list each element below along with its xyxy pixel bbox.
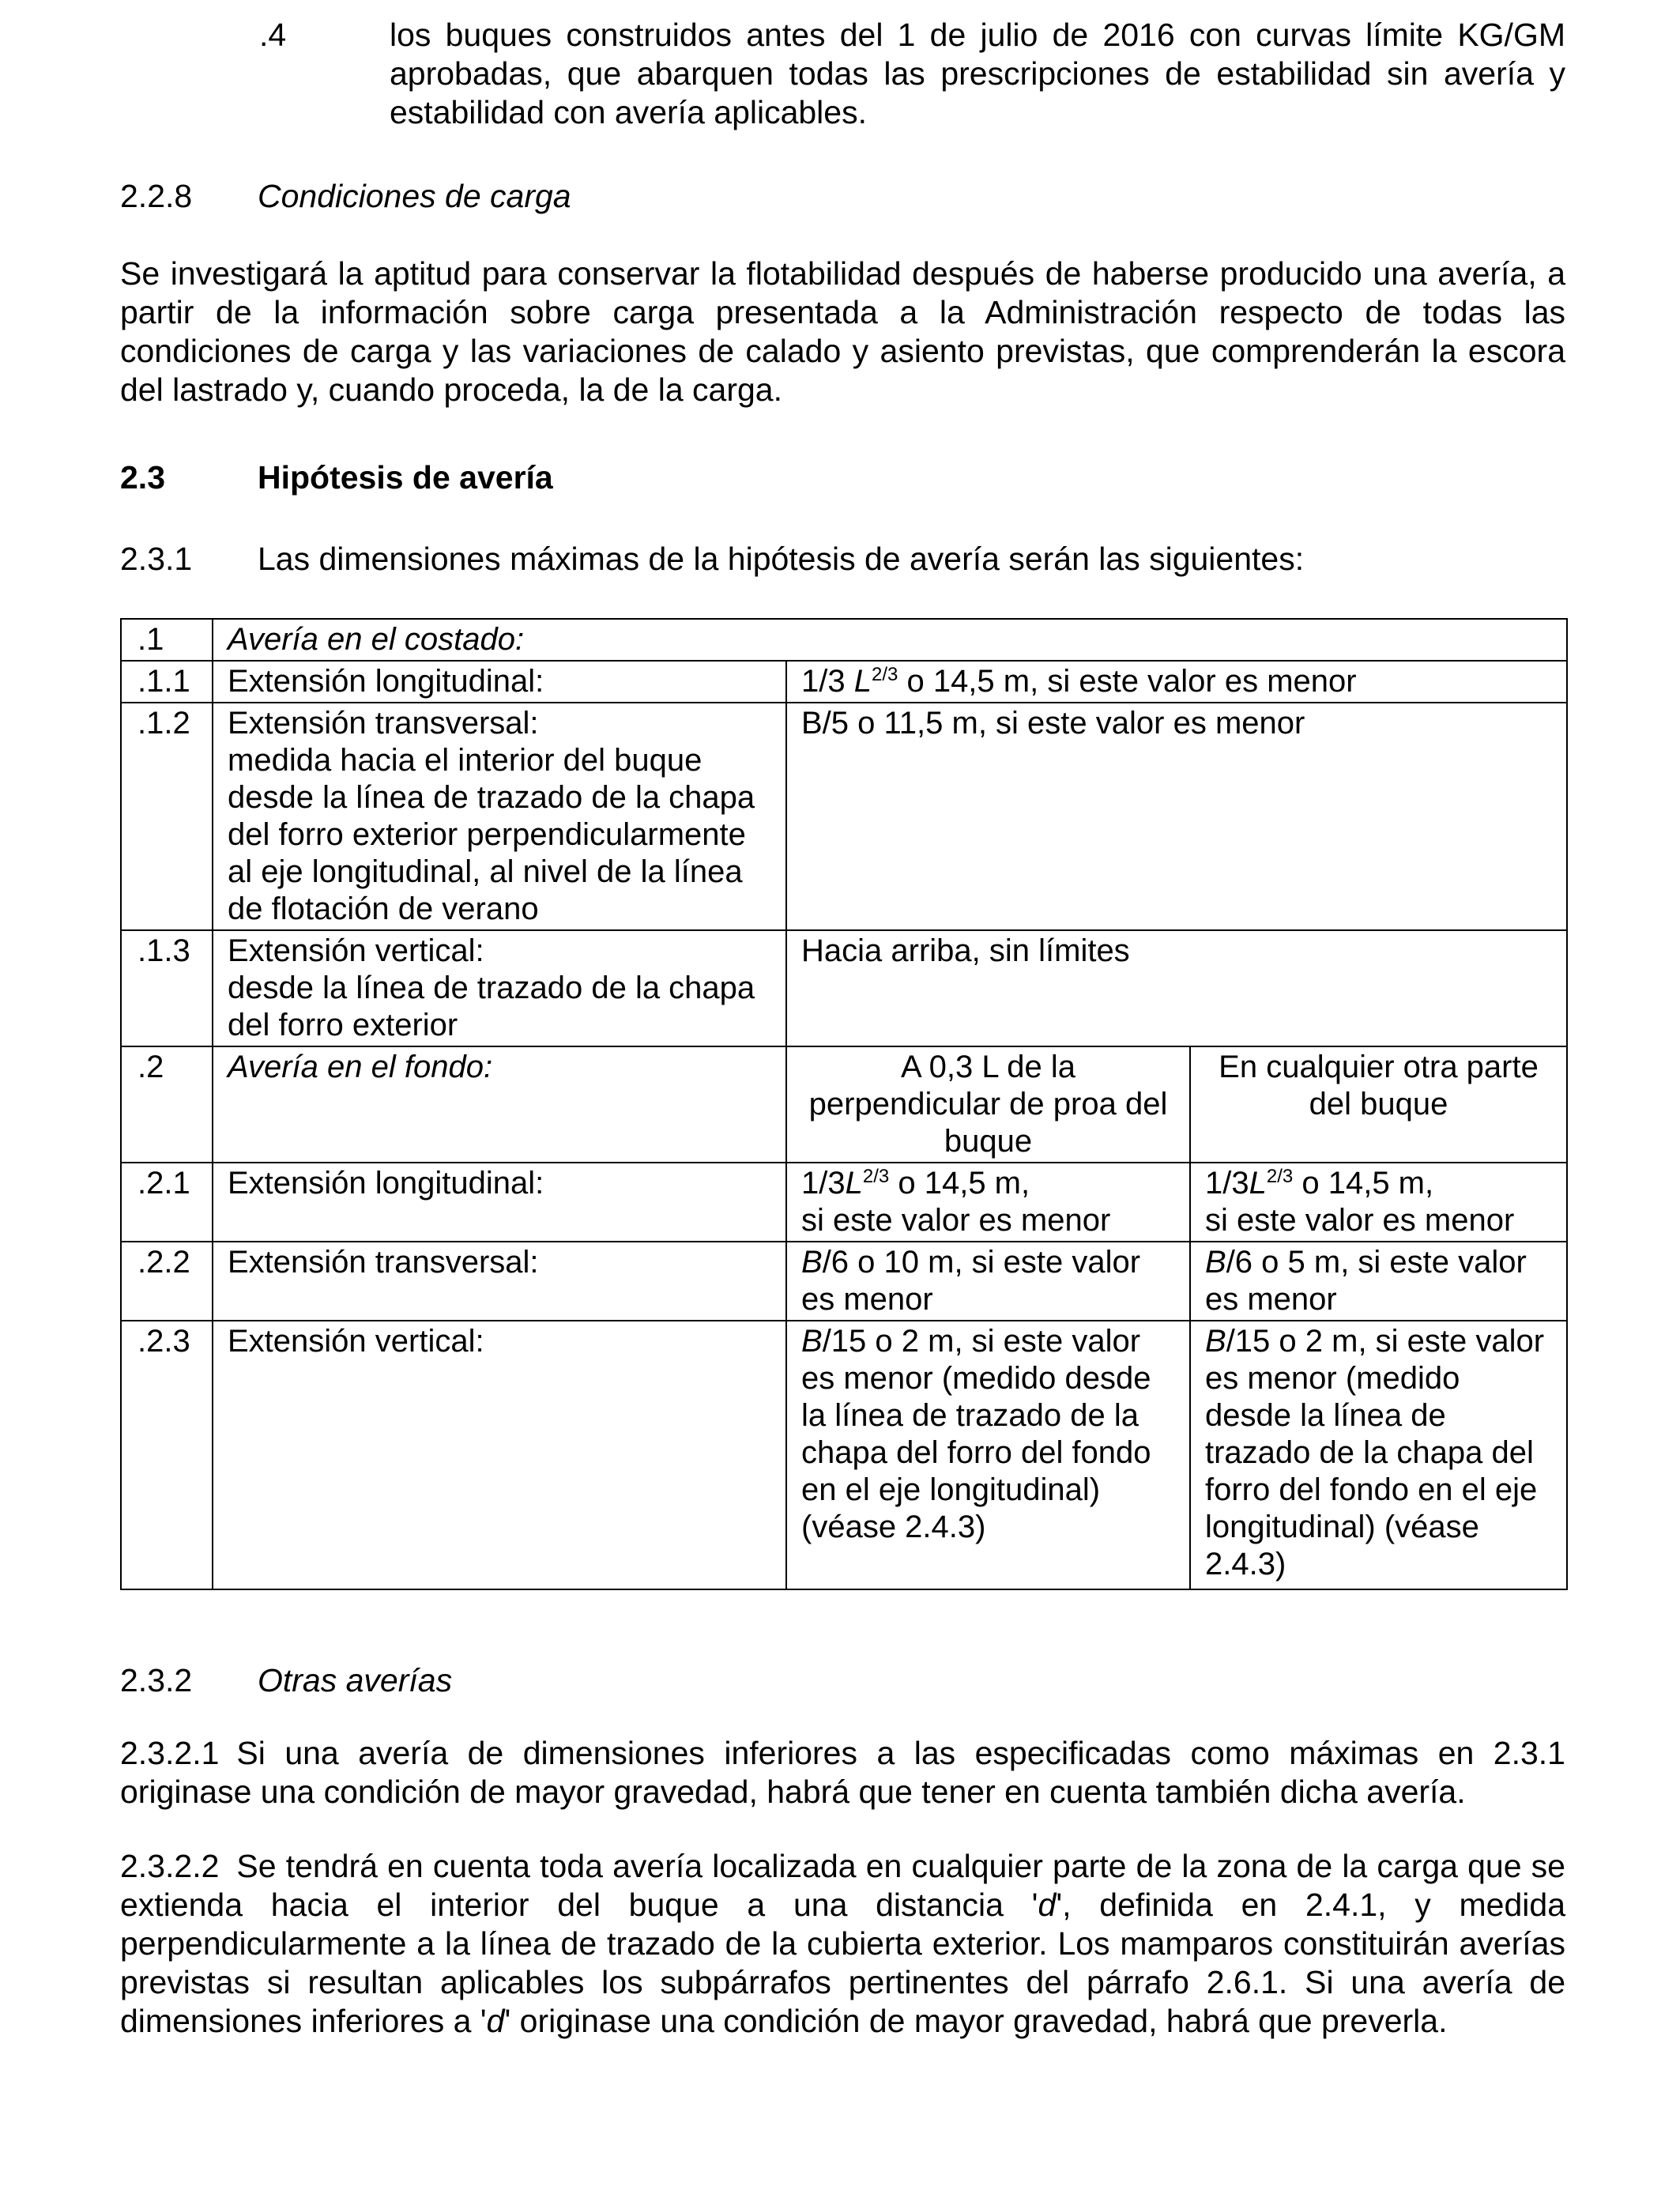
table-row — [121, 1163, 1567, 1242]
row-number: .2.3 — [121, 1321, 213, 1589]
value-text: 1/3 — [801, 1166, 846, 1201]
table-row — [121, 1046, 1567, 1163]
table-row — [121, 930, 1567, 1046]
value-text: /15 o 2 m, si este valor es menor (medido desde la línea de trazado de la chapa del forro del fondo en el eje longitudinal) (véase 2.4.3) — [801, 1324, 1151, 1544]
value-exponent: 2/3 — [871, 664, 898, 685]
paragraph-2-3-2-2 — [120, 1847, 1565, 2041]
row-label: Avería en el costado: — [213, 619, 1567, 661]
row-value-bow — [786, 1321, 1190, 1589]
list-item-number: .4 — [259, 17, 287, 53]
paragraph-text: ' originase una condición de mayor gravedad, habrá que preverla. — [504, 2003, 1448, 2039]
section-title: Otras averías — [258, 1662, 453, 1698]
section-title: Las dimensiones máximas de la hipótesis de avería serán las siguientes: — [258, 541, 1305, 577]
paragraph-text: Se tendrá en cuenta toda avería localizada en cualquier parte de la zona de la carga que se extienda hacia el interior del buque a una distancia ' — [120, 1848, 1565, 1923]
value-text: 1/3 — [1205, 1166, 1249, 1201]
section-title: Hipótesis de avería — [258, 459, 553, 496]
row-value-bow — [786, 1242, 1190, 1321]
value-text: /6 o 5 m, si este valor es menor — [1205, 1245, 1527, 1317]
paragraph-number: 2.3.2.1 — [120, 1735, 220, 1771]
table-row — [121, 619, 1567, 661]
row-value — [786, 661, 1567, 703]
section-number: 2.3.1 — [120, 541, 193, 577]
row-sublabel: desde la línea de trazado de la chapa del forro exterior — [228, 971, 755, 1042]
value-text: /6 o 10 m, si este valor es menor — [801, 1245, 1141, 1317]
paragraph-text: Si una avería de dimensiones inferiores a las especificadas como máximas en 2.3.1 originase una condición de mayor gravedad, habrá que tener en cuenta también dicha avería. — [120, 1735, 1565, 1810]
table-row — [121, 703, 1567, 930]
value-text: 1/3 — [801, 664, 854, 699]
value-symbol: B — [801, 1245, 823, 1280]
row-value-other — [1190, 1321, 1567, 1589]
row-label: Extensión longitudinal: — [213, 661, 786, 703]
row-number: .1.3 — [121, 930, 213, 1046]
value-symbol: L — [845, 1166, 863, 1201]
row-label: Extensión vertical: — [228, 933, 484, 968]
value-exponent: 2/3 — [1266, 1166, 1294, 1187]
row-value-other — [1190, 1163, 1567, 1242]
row-value: Hacia arriba, sin límites — [786, 930, 1567, 1046]
list-item-text: los buques construidos antes del 1 de julio de 2016 con curvas límite KG/GM aprobadas, que abarquen todas las prescripciones de estabilidad sin avería y estabilidad con avería aplicables. — [390, 17, 1565, 130]
row-number: .2.2 — [121, 1242, 213, 1321]
table-row — [121, 1242, 1567, 1321]
row-value: B/5 o 11,5 m, si este valor es menor — [786, 703, 1567, 930]
value-text: /15 o 2 m, si este valor es menor (medido desde la línea de trazado de la chapa del forro del fondo en el eje longitudinal) (véase 2.4.3) — [1205, 1324, 1545, 1581]
row-sublabel: medida hacia el interior del buque desde la línea de trazado de la chapa del forro exterior perpendicularmente al eje longitudinal, al nivel de la línea de flotación de verano — [228, 743, 755, 926]
value-text: o 14,5 m, si este valor es menor — [898, 664, 1357, 699]
row-number: .1 — [121, 619, 213, 661]
section-number: 2.3.2 — [120, 1662, 193, 1698]
paragraph-number: 2.3.2.2 — [120, 1848, 220, 1884]
paragraph-2-3-2-1 — [120, 1734, 1565, 1811]
damage-dimensions-table — [120, 618, 1568, 1590]
row-label-cell — [213, 930, 786, 1046]
row-label: Extensión vertical: — [213, 1321, 786, 1589]
variable-d: d — [486, 2003, 505, 2039]
value-symbol: B — [1205, 1324, 1226, 1359]
value-symbol: B — [801, 1324, 823, 1359]
row-label: Avería en el fondo: — [213, 1046, 786, 1163]
value-text: o 14,5 m, — [889, 1166, 1030, 1201]
value-text: o 14,5 m, — [1293, 1166, 1434, 1201]
row-label: Extensión transversal: — [228, 706, 539, 741]
paragraph-text: ', definida en 2.4.1, y medida perpendicularmente a la línea de trazado de la cubierta exterior. Los mamparos constituirán averías previstas si resultan aplicables los subpárrafos pertinentes del párrafo 2.6.1. Si una avería de dimensiones inferiores a ' — [120, 1887, 1566, 2039]
row-label-cell — [213, 703, 786, 930]
value-symbol: L — [853, 664, 872, 699]
value-exponent: 2/3 — [862, 1166, 890, 1187]
column-header-bow: A 0,3 L de la perpendicular de proa del buque — [786, 1046, 1190, 1163]
row-value-other — [1190, 1242, 1567, 1321]
section-number: 2.2.8 — [120, 178, 193, 214]
row-value-bow — [786, 1163, 1190, 1242]
section-2-2-8-body: Se investigará la aptitud para conservar la flotabilidad después de haberse producido una avería, a partir de la información sobre carga presentada a la Administración respecto de todas las condiciones de carga y las variaciones de calado y asiento previstas, que comprenderán la escora del lastrado y, cuando proceda, la de la carga. — [120, 255, 1565, 408]
row-number: .1.2 — [121, 703, 213, 930]
row-number: .2 — [121, 1046, 213, 1163]
row-label: Extensión longitudinal: — [213, 1163, 786, 1242]
row-number: .1.1 — [121, 661, 213, 703]
table-row — [121, 661, 1567, 703]
table-row — [121, 1321, 1567, 1589]
section-number: 2.3 — [120, 459, 165, 496]
section-title: Condiciones de carga — [258, 178, 571, 214]
row-label: Extensión transversal: — [213, 1242, 786, 1321]
row-number: .2.1 — [121, 1163, 213, 1242]
value-symbol: B — [1205, 1245, 1226, 1280]
column-header-other: En cualquier otra parte del buque — [1190, 1046, 1567, 1163]
value-symbol: L — [1249, 1166, 1267, 1201]
value-text: si este valor es menor — [801, 1203, 1111, 1238]
value-text: si este valor es menor — [1205, 1203, 1515, 1238]
variable-d: d — [1038, 1887, 1057, 1923]
